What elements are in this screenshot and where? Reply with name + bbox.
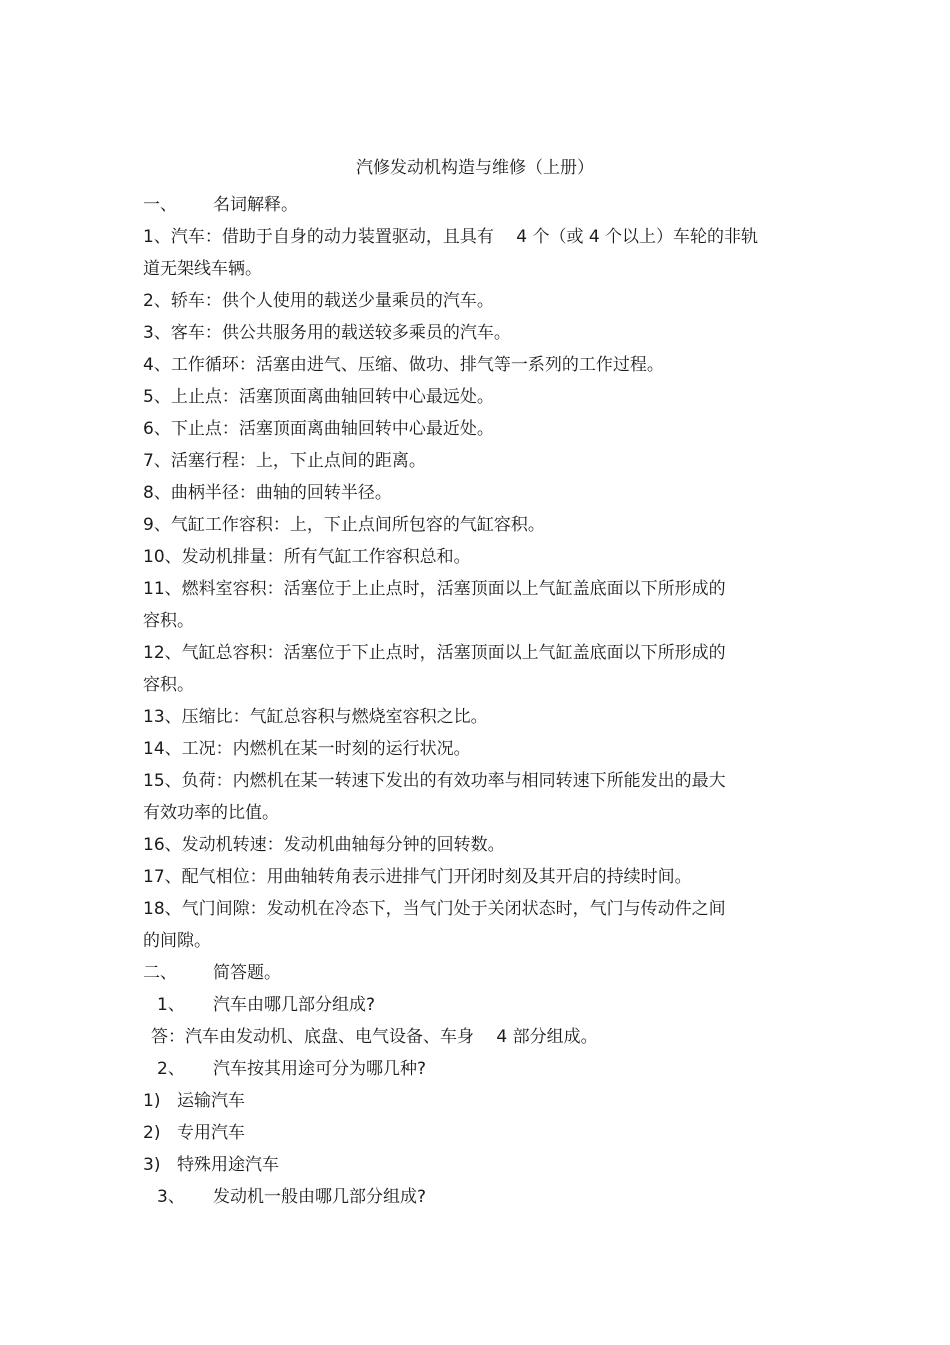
- definition-line: 1、汽车：借助于自身的动力装置驱动，且具有 4 个（或 4 个以上）车轮的非轨: [143, 227, 759, 247]
- definition-line: 8、曲柄半径：曲轴的回转半径。: [143, 483, 392, 503]
- definition-line: 2、轿车：供个人使用的载送少量乘员的汽车。: [143, 291, 494, 311]
- definition-line: 12、气缸总容积：活塞位于下止点时，活塞顶面以上气缸盖底面以下所形成的: [143, 643, 726, 663]
- answer-list: [143, 1085, 823, 1181]
- list-item-number: 1): [143, 1091, 161, 1111]
- list-item: [143, 1117, 823, 1149]
- definition-list: [143, 221, 823, 957]
- definition-line: 15、负荷：内燃机在某一转速下发出的有效功率与相同转速下所能发出的最大: [143, 771, 726, 791]
- document-body: [143, 189, 823, 1213]
- document-title: 汽修发动机构造与维修（上册）: [356, 158, 594, 178]
- section-number: 一、: [143, 195, 177, 215]
- question-text: 汽车按其用途可分为哪几种?: [213, 1059, 427, 1079]
- list-item: [143, 1149, 823, 1181]
- question-number: 1、: [157, 995, 185, 1015]
- definition-line: 18、气门间隙：发动机在冷态下，当气门处于关闭状态时，气门与传动件之间: [143, 899, 726, 919]
- question-number: 2、: [157, 1059, 185, 1079]
- question: [143, 989, 823, 1021]
- definition-line: 11、燃料室容积：活塞位于上止点时，活塞顶面以上气缸盖底面以下所形成的: [143, 579, 726, 599]
- list-item-number: 2): [143, 1123, 161, 1143]
- list-item-number: 3): [143, 1155, 161, 1175]
- list-item-text: 专用汽车: [177, 1123, 245, 1143]
- definition-line: 有效功率的比值。: [143, 803, 279, 823]
- question-text: 汽车由哪几部分组成?: [213, 995, 376, 1015]
- definition-line: 17、配气相位：用曲轴转角表示进排气门开闭时刻及其开启的持续时间。: [143, 867, 692, 887]
- list-item-text: 特殊用途汽车: [177, 1155, 279, 1175]
- list-item: [143, 1085, 823, 1117]
- definition-line: 13、压缩比：气缸总容积与燃烧室容积之比。: [143, 707, 488, 727]
- section-heading: [143, 957, 823, 989]
- definition-line: 道无架线车辆。: [143, 259, 262, 279]
- definition-line: 的间隙。: [143, 931, 211, 951]
- definition-line: 9、气缸工作容积：上，下止点间所包容的气缸容积。: [143, 515, 545, 535]
- section-number: 二、: [143, 963, 177, 983]
- question-text: 发动机一般由哪几部分组成?: [213, 1187, 427, 1207]
- definition-line: 3、客车：供公共服务用的载送较多乘员的汽车。: [143, 323, 511, 343]
- list-item-text: 运输汽车: [177, 1091, 245, 1111]
- answer: 答：汽车由发动机、底盘、电气设备、车身 4 部分组成。: [151, 1027, 598, 1047]
- question: [143, 1053, 823, 1085]
- section-title: 名词解释。: [213, 195, 298, 215]
- definition-line: 容积。: [143, 611, 194, 631]
- definition-line: 6、下止点：活塞顶面离曲轴回转中心最近处。: [143, 419, 494, 439]
- question: [143, 1181, 823, 1213]
- definition-line: 7、活塞行程：上，下止点间的距离。: [143, 451, 426, 471]
- definition-line: 容积。: [143, 675, 194, 695]
- definition-line: 5、上止点：活塞顶面离曲轴回转中心最远处。: [143, 387, 494, 407]
- section-heading: [143, 189, 823, 221]
- section-title: 简答题。: [213, 963, 281, 983]
- definition-line: 16、发动机转速：发动机曲轴每分钟的回转数。: [143, 835, 505, 855]
- definition-line: 4、工作循环：活塞由进气、压缩、做功、排气等一系列的工作过程。: [143, 355, 664, 375]
- definition-line: 10、发动机排量：所有气缸工作容积总和。: [143, 547, 471, 567]
- definition-line: 14、工况：内燃机在某一时刻的运行状况。: [143, 739, 471, 759]
- question-number: 3、: [157, 1187, 185, 1207]
